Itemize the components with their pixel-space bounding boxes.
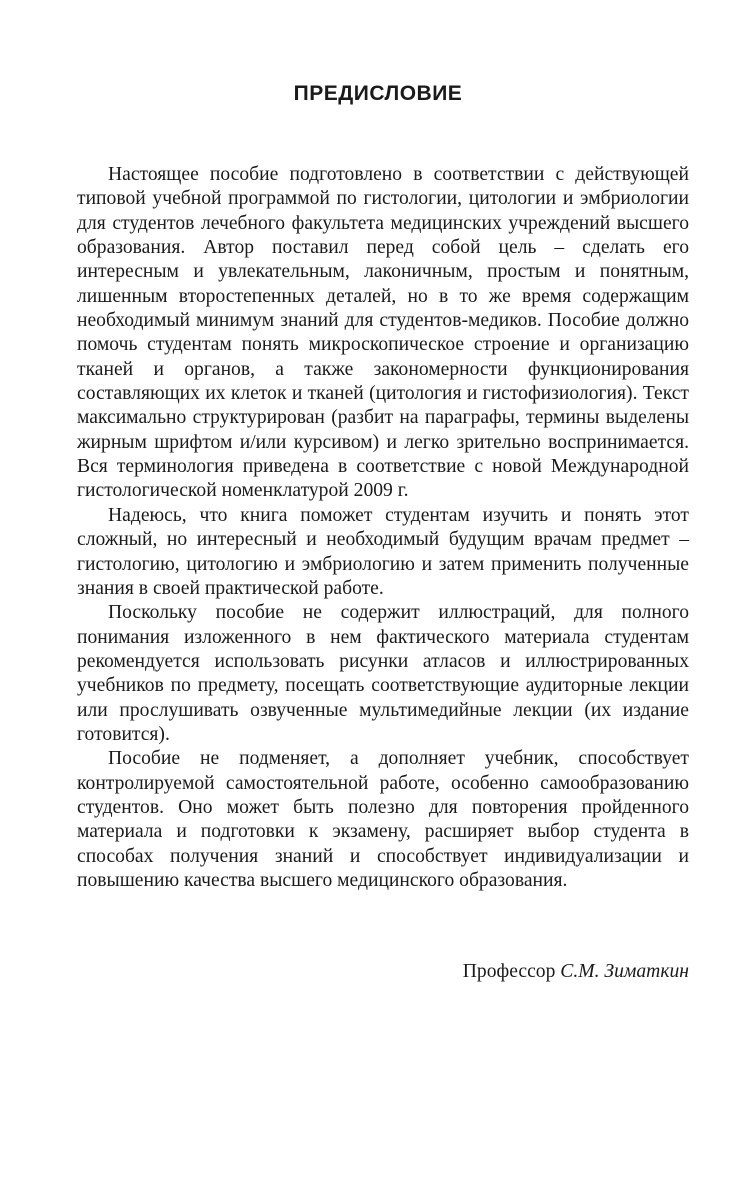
page-title: ПРЕДИСЛОВИЕ: [293, 82, 463, 105]
signature-author: С.М. Зиматкин: [560, 961, 689, 982]
paragraph-2: Надеюсь, что книга поможет студентам изучить и понять этот сложный, но интересный и необходимый будущим врачам предмет – гистологию, цитологию и эмбриологию и затем применить полученные знания в своей практической работе.: [77, 504, 689, 599]
paragraph-1: Настоящее пособие подготовлено в соответствии с действующей типовой учебной программой по гистологии, цитологии и эмбриологии для студентов лечебного факультета медицинских учреждений высшего образования. Автор поставил перед собой цель – сделать его интересным и увлекательным, лаконичным, простым и понятным, лишенным второстепенных деталей, но в то же время содержащим необходимый минимум знаний для студентов-медиков. Пособие должно помочь студентам понять микроскопическое строение и организацию тканей и органов, а также закономерности функционирования составляющих их клеток и тканей (цитология и гистофизиология). Текст максимально структурирован (разбит на параграфы, термины выделены жирным шрифтом и/или курсивом) и легко зрительно воспринимается. Вся терминология приведена в соответствие с новой Международной гистологической номенклатурой 2009 г.: [77, 164, 689, 502]
paragraph-4: Пособие не подменяет, а дополняет учебник, способствует контролируемой самостоятельной работе, особенно самообразованию студентов. Оно может быть полезно для повторения пройденного материала и подготовки к экзамену, расширяет выбор студента в способах получения знаний и способствует индивидуализации и повышению качества высшего медицинского образования.: [77, 748, 689, 891]
preface-body: [77, 163, 689, 893]
paragraph-3: Поскольку пособие не содержит иллюстраций, для полного понимания изложенного в нем фактического материала студентам рекомендуется использовать рисунки атласов и иллюстрированных учебников по предмету, посещать соответствующие аудиторные лекции или прослушивать озвученные мультимедийные лекции (их издание готовится).: [77, 602, 689, 745]
signature: [463, 960, 689, 984]
signature-title: Профессор: [462, 961, 556, 982]
